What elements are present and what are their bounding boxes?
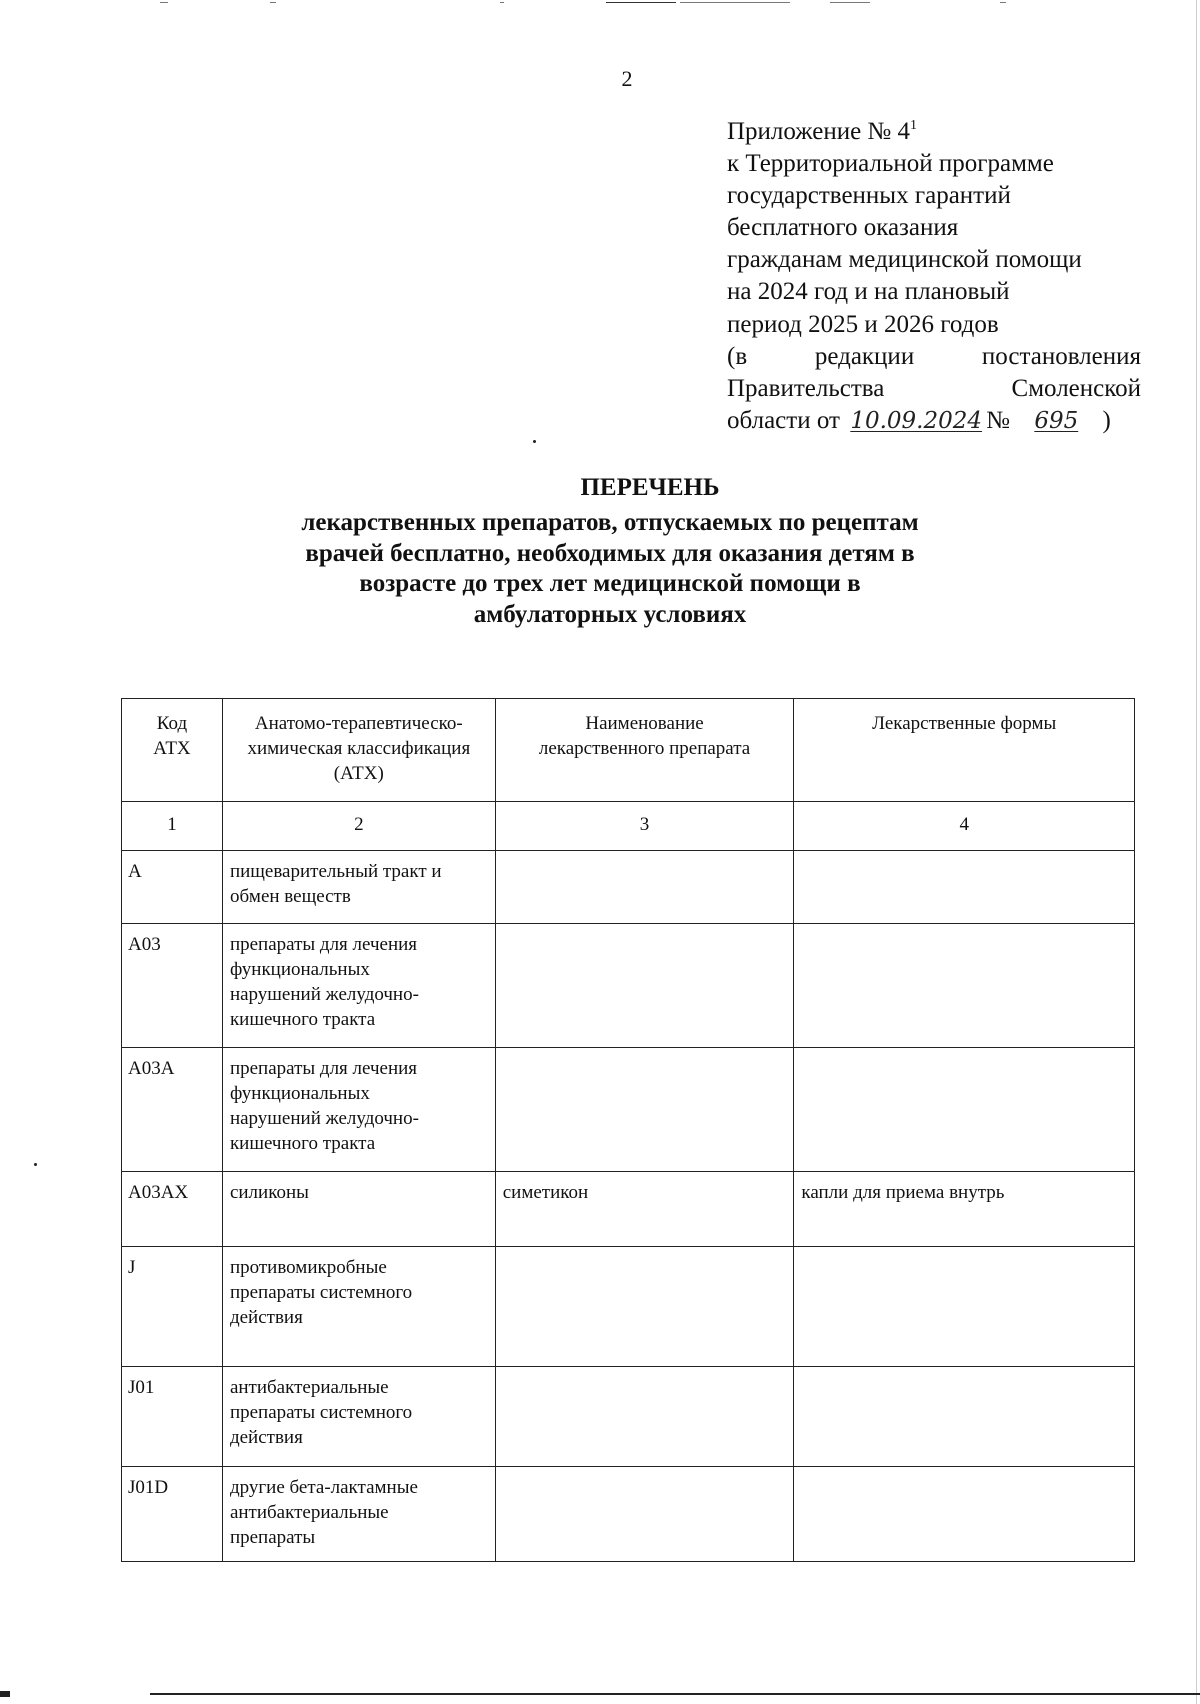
document-title: ПЕРЕЧЕНЬ — [580, 474, 720, 501]
drug-name — [495, 851, 794, 924]
table-row — [122, 1367, 1135, 1467]
drug-form — [794, 924, 1135, 1048]
subtitle-line: врачей бесплатно, необходимых для оказания детям в — [305, 539, 915, 567]
table-row — [122, 851, 1135, 924]
column-number: 3 — [495, 802, 794, 851]
subtitle-line: лекарственных препаратов, отпускаемых по рецептам — [301, 509, 919, 536]
drug-form — [794, 851, 1135, 924]
scan-speck — [533, 440, 536, 443]
appendix-line: (в редакции постановления — [727, 342, 1141, 370]
atc-class: противомикробные препараты системного действия — [222, 1247, 495, 1367]
drug-name: симетикон — [495, 1172, 794, 1247]
drug-form: капли для приема внутрь — [794, 1172, 1135, 1247]
column-number-row — [122, 802, 1135, 851]
header-cell: Наименование лекарственного препарата — [495, 699, 794, 802]
appendix-line: период 2025 и 2026 годов — [727, 310, 999, 338]
appendix-line: Правительства Смоленской — [727, 374, 1141, 402]
column-number: 1 — [122, 802, 223, 851]
document-subtitle — [255, 508, 965, 630]
drug-list-table — [121, 698, 1135, 1562]
handwritten-date: 10.09.2024 — [850, 407, 983, 434]
drug-form — [794, 1367, 1135, 1467]
column-number: 2 — [222, 802, 495, 851]
atc-class: силиконы — [222, 1172, 495, 1247]
drug-name — [495, 1467, 794, 1562]
header-cell: Лекарственные формы — [794, 699, 1135, 802]
drug-form — [794, 1467, 1135, 1562]
table-row — [122, 1048, 1135, 1172]
atc-code: A — [122, 851, 223, 924]
scan-artifact-top — [0, 0, 1200, 8]
table-row — [122, 1247, 1135, 1367]
appendix-line: гражданам медицинской помощи — [727, 246, 1082, 274]
atc-code: A03A — [122, 1048, 223, 1172]
subtitle-line: возрасте до трех лет медицинской помощи в — [359, 570, 861, 597]
appendix-superscript: 1 — [910, 118, 918, 133]
scan-edge — [1196, 0, 1197, 1704]
appendix-line: к Территориальной программе — [727, 150, 1054, 178]
appendix-line: бесплатного оказания — [727, 214, 959, 242]
scan-artifact-bottom — [0, 1690, 1200, 1698]
atc-code: A03AX — [122, 1172, 223, 1247]
table-header-row — [122, 699, 1135, 802]
subtitle-line: амбулаторных условиях — [473, 600, 747, 628]
atc-code: A03 — [122, 924, 223, 1048]
atc-class: препараты для лечения функциональных нарушений желудочно- кишечного тракта — [222, 924, 495, 1048]
page-number: 2 — [621, 66, 633, 91]
atc-code: J01D — [122, 1467, 223, 1562]
handwritten-number: 695 — [1034, 407, 1079, 434]
drug-name — [495, 1048, 794, 1172]
appendix-line: на 2024 год и на плановый — [727, 278, 1010, 306]
header-cell: Код АТХ — [122, 699, 223, 802]
atc-code: J — [122, 1247, 223, 1367]
atc-class: пищеварительный тракт и обмен веществ — [222, 851, 495, 924]
drug-name — [495, 924, 794, 1048]
drug-name — [495, 1367, 794, 1467]
appendix-line: государственных гарантий — [727, 182, 1011, 210]
table-row — [122, 924, 1135, 1048]
column-number: 4 — [794, 802, 1135, 851]
drug-form — [794, 1247, 1135, 1367]
atc-code: J01 — [122, 1367, 223, 1467]
table-row — [122, 1467, 1135, 1562]
drug-form — [794, 1048, 1135, 1172]
appendix-block — [727, 116, 1141, 437]
drug-name — [495, 1247, 794, 1367]
atc-class: другие бета-лактамные антибактериальные препараты — [222, 1467, 495, 1562]
scan-speck — [34, 1163, 37, 1166]
table-row — [122, 1172, 1135, 1247]
appendix-line: области от 10.09.2024 № 695 ) — [727, 405, 1141, 437]
header-cell: Анатомо-терапевтическо- химическая классификация (АТХ) — [222, 699, 495, 802]
atc-class: антибактериальные препараты системного действия — [222, 1367, 495, 1467]
atc-class: препараты для лечения функциональных нарушений желудочно- кишечного тракта — [222, 1048, 495, 1172]
appendix-line: Приложение № $4^1$ — [727, 118, 918, 145]
